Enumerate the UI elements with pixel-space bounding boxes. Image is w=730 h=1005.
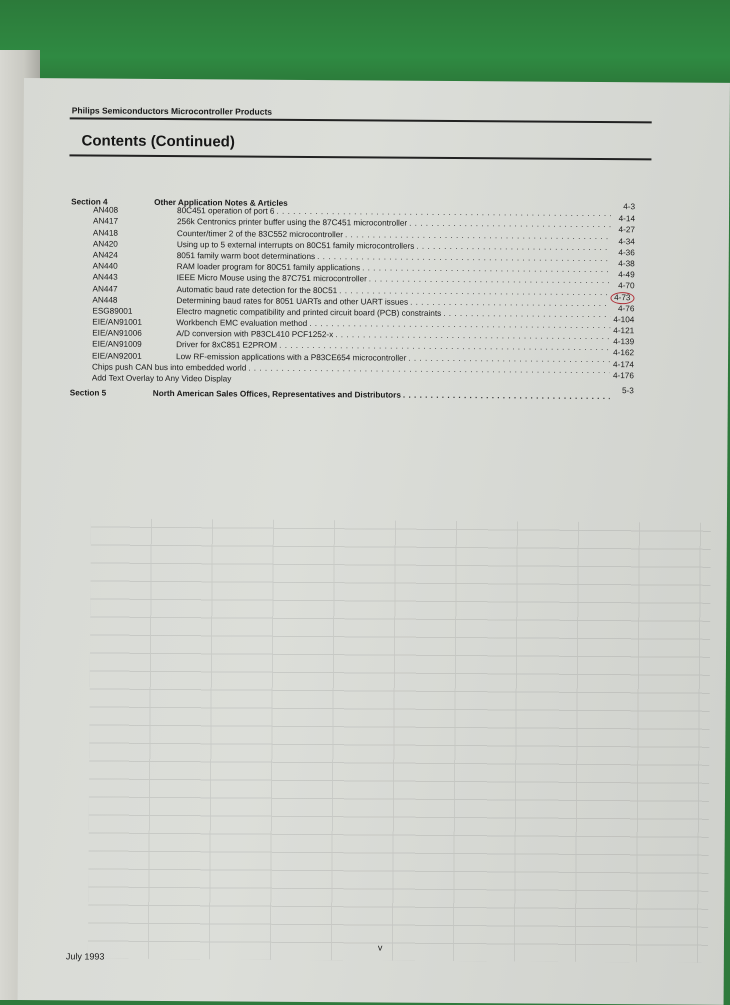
page-number: v: [377, 942, 383, 953]
page-ref: 4-121: [613, 326, 635, 336]
app-note-title: 80C451 operation of port 6 . . .: [177, 205, 611, 219]
page-ref: 4-76: [617, 303, 635, 313]
app-note-title: Electro magnetic compatibility and printed circuit board (PCB) constraints . . .: [176, 306, 610, 320]
app-note-title: Workbench EMC evaluation method . . .: [176, 317, 610, 331]
red-pen-circle: 4-73: [610, 292, 634, 304]
app-note-code: AN443: [92, 272, 118, 282]
app-note-code: EIE/AN91009: [92, 339, 142, 350]
page-ref: 4-3: [623, 202, 636, 212]
page-ref: 4-49: [618, 270, 635, 280]
app-note-code: EIE/AN92001: [92, 351, 142, 361]
app-note-code: AN440: [92, 261, 118, 271]
app-note-title: IEEE Micro Mouse using the 87C751 microcontroller . . .: [177, 272, 611, 286]
running-header: Philips Semiconductors Microcontroller Products: [71, 105, 273, 117]
app-note-code: ESG89001: [92, 306, 133, 316]
page-ref: 4-162: [613, 348, 635, 358]
app-note-title: 256k Centronics printer buffer using the 87C451 microcontroller . . .: [177, 216, 611, 230]
page-ref: 4-27: [618, 225, 635, 235]
section-title: Other Application Notes & Articles: [154, 197, 288, 208]
section-title: North American Sales Offices, Representatives and Distributors . . .: [153, 388, 610, 402]
page-title: Contents (Continued): [81, 132, 235, 151]
page-ref: 4-36: [618, 247, 635, 258]
toc-section-row: [70, 388, 660, 403]
app-note-code: EIE/AN91006: [92, 328, 142, 339]
app-note-code: AN418: [92, 228, 119, 238]
app-note-code: AN417: [92, 216, 119, 227]
show-through-table: [88, 518, 711, 962]
title-rule: [69, 154, 651, 160]
app-note-title: Low RF-emission applications with a P83CE654 microcontroller . . .: [176, 351, 610, 365]
app-note-code: AN424: [92, 250, 118, 260]
app-note-title: 8051 family warm boot determinations . . .: [177, 250, 611, 264]
footer-date: July 1993: [65, 951, 105, 962]
document-page: [18, 78, 730, 1005]
page-ref: 4-38: [618, 259, 635, 269]
page-ref: 4-174: [613, 359, 635, 369]
article-title: Chips push CAN bus into embedded world . . .: [92, 361, 610, 376]
app-note-title: A/D conversion with P83CL410 PCF1252-x . . .: [176, 328, 610, 342]
header-rule: [70, 117, 652, 123]
app-note-title: Counter/timer 2 of the 83C552 microcontroller . . .: [177, 228, 611, 242]
page-ref: 5-3: [621, 386, 634, 396]
section-label: Section 4: [71, 197, 108, 207]
app-note-code: AN420: [92, 239, 118, 249]
app-note-title: Determining baud rates for 8051 UARTs and other UART issues . . .: [176, 295, 610, 309]
app-note-title: RAM loader program for 80C51 family applications . . .: [177, 261, 611, 275]
app-note-code: AN448: [92, 295, 118, 305]
page-ref: 4-176: [612, 370, 634, 381]
page-ref: 4-34: [618, 236, 635, 246]
app-note-title: Using up to 5 external interrupts on 80C51 family microcontrollers . . .: [177, 239, 611, 253]
app-note-title: Automatic baud rate detection for the 80C51 . . .: [176, 284, 610, 298]
page-ref: 4-104: [613, 314, 635, 325]
table-of-contents: [70, 196, 661, 402]
app-note-code: AN408: [93, 205, 119, 215]
app-note-title: Driver for 8xC851 E2PROM . . .: [176, 340, 610, 354]
article-title: Add Text Overlay to Any Video Display: [91, 373, 232, 384]
app-note-code: EIE/AN91001: [92, 317, 142, 327]
page-ref: 4-139: [613, 337, 635, 347]
page-ref: 4-14: [618, 214, 636, 224]
app-note-code: AN447: [92, 283, 118, 294]
section-label: Section 5: [69, 388, 107, 398]
page-ref: 4-70: [618, 281, 635, 291]
